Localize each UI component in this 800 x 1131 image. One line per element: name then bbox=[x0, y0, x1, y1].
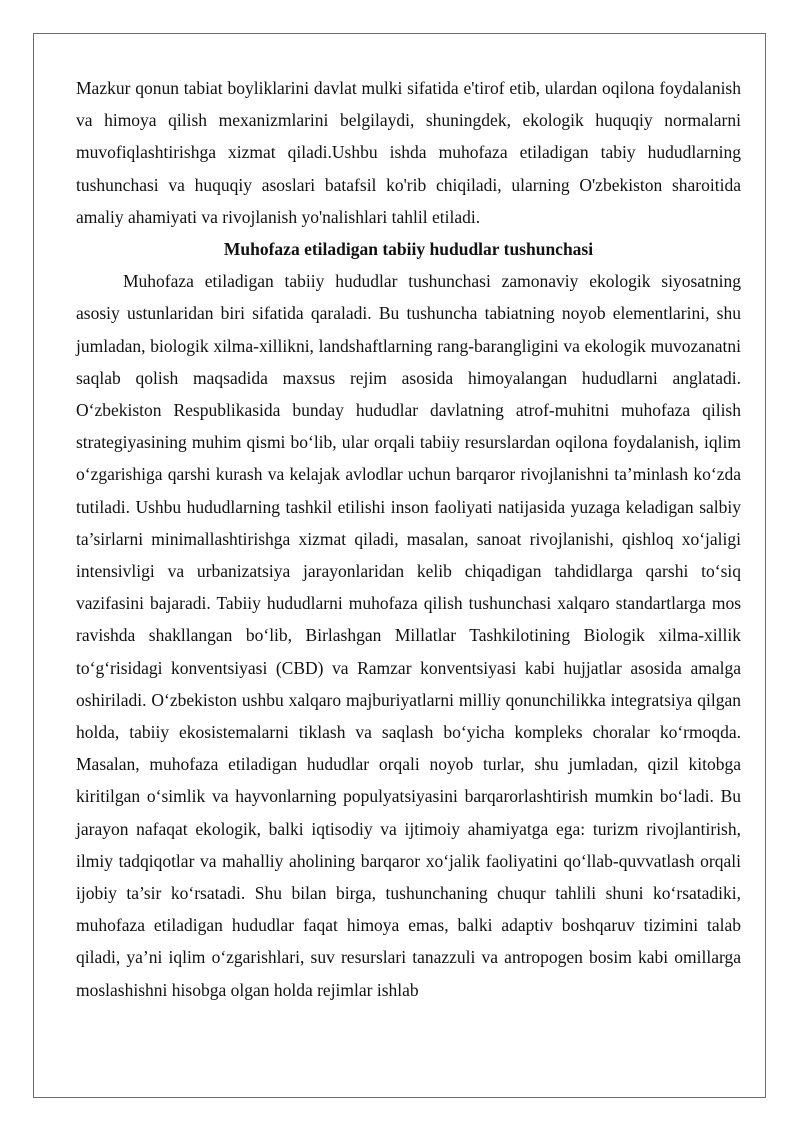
intro-paragraph: Mazkur qonun tabiat boyliklarini davlat mulki sifatida e'tirof etib, ulardan oqilona foydalanish va himoya qilish mexanizmlarini belgilaydi, shuningdek, ekologik huquqiy normalarni muvofiqlashtirishga xizmat qiladi.Ushbu ishda muhofaza etiladigan tabiy hududlarning tushunchasi va huquqiy asoslari batafsil ko'rib chiqiladi, ularning O'zbekiston sharoitida amaliy ahamiyati va rivojlanish yo'nalishlari tahlil etiladi. bbox=[76, 78, 741, 227]
document-body bbox=[76, 72, 741, 1006]
section-heading: Muhofaza etiladigan tabiiy hududlar tushunchasi bbox=[223, 239, 594, 260]
body-paragraph: Muhofaza etiladigan tabiiy hududlar tushunchasi zamonaviy ekologik siyosatning asosiy ustunlaridan biri sifatida qaraladi. Bu tushuncha tabiatning noyob elementlarini, shu jumladan, biologik xilma-xillikni, landshaftlarning rang-barangligini va ekologik muvozanatni saqlab qolish maqsadida maxsus rejim asosida himoyalangan hududlarni anglatadi. O‘zbekiston Respublikasida bunday hududlar davlatning atrof-muhitni muhofaza qilish strategiyasining muhim qismi bo‘lib, ular orqali tabiiy resurslardan oqilona foydalanish, iqlim o‘zgarishiga qarshi kurash va kelajak avlodlar uchun barqaror rivojlanishni ta’minlash ko‘zda tutiladi. Ushbu hududlarning tashkil etilishi inson faoliyati natijasida yuzaga keladigan salbiy ta’sirlarni minimallashtirishga xizmat qiladi, masalan, sanoat rivojlanishi, qishloq xo‘jaligi intensivligi va urbanizatsiya jarayonlaridan kelib chiqadigan tahdidlarga qarshi to‘siq vazifasini bajaradi. Tabiiy hududlarni muhofaza qilish tushunchasi xalqaro standartlarga mos ravishda shakllangan bo‘lib, Birlashgan Millatlar Tashkilotining Biologik xilma-xillik to‘g‘risidagi konventsiyasi (CBD) va Ramzar konventsiyasi kabi hujjatlar asosida amalga oshiriladi. O‘zbekiston ushbu xalqaro majburiyatlarni milliy qonunchilikka integratsiya qilgan holda, tabiiy ekosistemalarni tiklash va saqlash bo‘yicha kompleks choralar ko‘rmoqda. Masalan, muhofaza etiladigan hududlar orqali noyob turlar, shu jumladan, qizil kitobga kiritilgan o‘simlik va hayvonlarning populyatsiyasini barqarorlashtirish mumkin bo‘ladi. Bu jarayon nafaqat ekologik, balki iqtisodiy va ijtimoiy ahamiyatga ega: turizm rivojlantirish, ilmiy tadqiqotlar va mahalliy aholining barqaror xo‘jalik faoliyatini qo‘llab-quvvatlash orqali ijobiy ta’sir ko‘rsatadi. Shu bilan birga, tushunchaning chuqur tahlili shuni ko‘rsatadiki, muhofaza etiladigan hududlar faqat himoya emas, balki adaptiv boshqaruv tizimini talab qiladi, ya’ni iqlim o‘zgarishlari, suv resurslari tanazzuli va antropogen bosim kabi omillarga moslashishni hisobga olgan holda rejimlar ishlab bbox=[76, 271, 741, 1000]
